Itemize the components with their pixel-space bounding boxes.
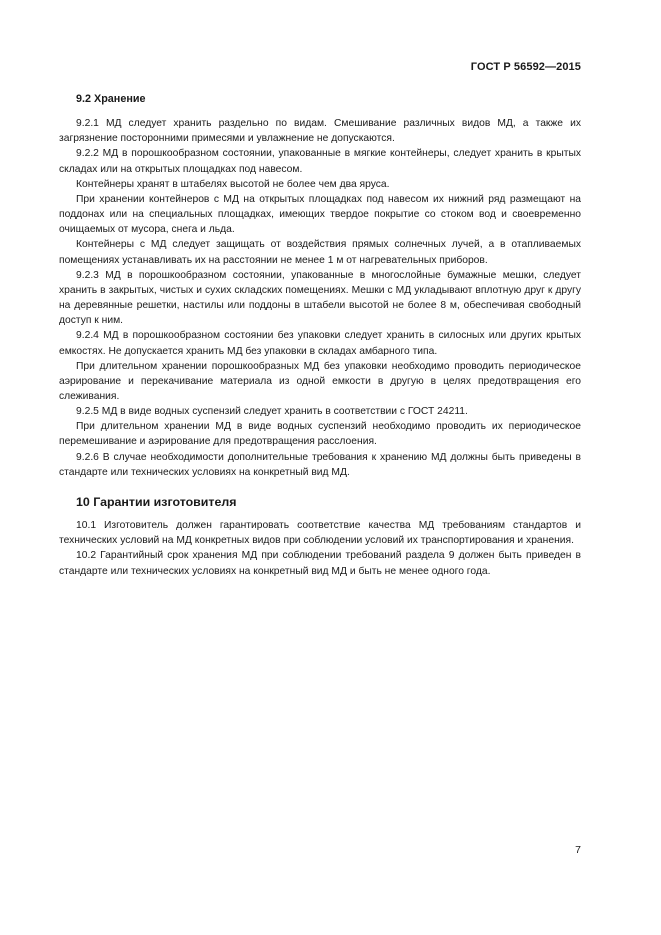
section-spacer (59, 480, 581, 495)
section-heading-9-2: 9.2 Хранение (76, 93, 146, 105)
page-content (59, 92, 581, 579)
page-number: 7 (575, 844, 581, 856)
paragraph-9-2-6: 9.2.6 В случае необходимости дополнительные требования к хранению МД должны быть приведены в стандарте или технических условиях на конкретный вид МД. (59, 451, 581, 478)
paragraph-9-2-2: 9.2.2 МД в порошкообразном состоянии, упакованные в мягкие контейнеры, следует хранить в крытых складах или на открытых площадках под навесом. (59, 148, 581, 175)
paragraph-9-2-3: 9.2.3 МД в порошкообразном состоянии, упакованные в многослойные бумажные мешки, следует хранить в закрытых, чистых и сухих складских помещениях. Мешки с МД укладывают вплотную друг к другу на деревянные решетки, настилы или поддоны в штабели высотой не более 8 м, обеспечивая свободный доступ к ним. (59, 269, 581, 327)
paragraph-long-storage-powder: При длительном хранении порошкообразных МД без упаковки необходимо проводить периодическое аэрирование и перекачивание материала из одной емкости в другую в целях предотвращения его слеживания. (59, 360, 581, 402)
document-code-header: ГОСТ Р 56592—2015 (470, 61, 581, 73)
paragraph-sun-protection: Контейнеры с МД следует защищать от воздействия прямых солнечных лучей, а в отапливаемых помещениях устанавливать их на расстоянии не менее 1 м от нагревательных приборов. (59, 239, 581, 266)
paragraph-9-2-4: 9.2.4 МД в порошкообразном состоянии без упаковки следует хранить в силосных или других крытых емкостях. Не допускается хранить МД без упаковки в складах амбарного типа. (59, 330, 581, 357)
paragraph-10-2: 10.2 Гарантийный срок хранения МД при соблюдении требований раздела 9 должен быть приведен в стандарте или технических условиях на конкретный вид МД и быть не менее одного года. (59, 550, 581, 577)
paragraph-10-1: 10.1 Изготовитель должен гарантировать соответствие качества МД требованиям стандартов и технических условий на МД конкретных видов при соблюдении условий их транспортирования и хранения. (59, 520, 581, 547)
paragraph-open-storage: При хранении контейнеров с МД на открытых площадках под навесом их нижний ряд размещают на поддонах или на специальных площадках, имеющих твердое покрытие со стоком вод и своевременно очищаемых от мусора, снега и льда. (59, 193, 581, 236)
paragraph-9-2-1: 9.2.1 МД следует хранить раздельно по видам. Смешивание различных видов МД, а также их загрязнение посторонними примесями и увлажнение не допускаются. (59, 118, 581, 145)
paragraph-9-2-5: 9.2.5 МД в виде водных суспензий следует хранить в соответствии с ГОСТ 24211. (76, 406, 468, 418)
paragraph-containers-stacking: Контейнеры хранят в штабелях высотой не более чем два яруса. (76, 178, 390, 190)
section-heading-10: 10 Гарантии изготовителя (76, 494, 237, 509)
paragraph-long-storage-suspension: При длительном хранении МД в виде водных суспензий необходимо проводить их периодическое перемешивание и аэрирование для предотвращения расслоения. (59, 421, 581, 448)
